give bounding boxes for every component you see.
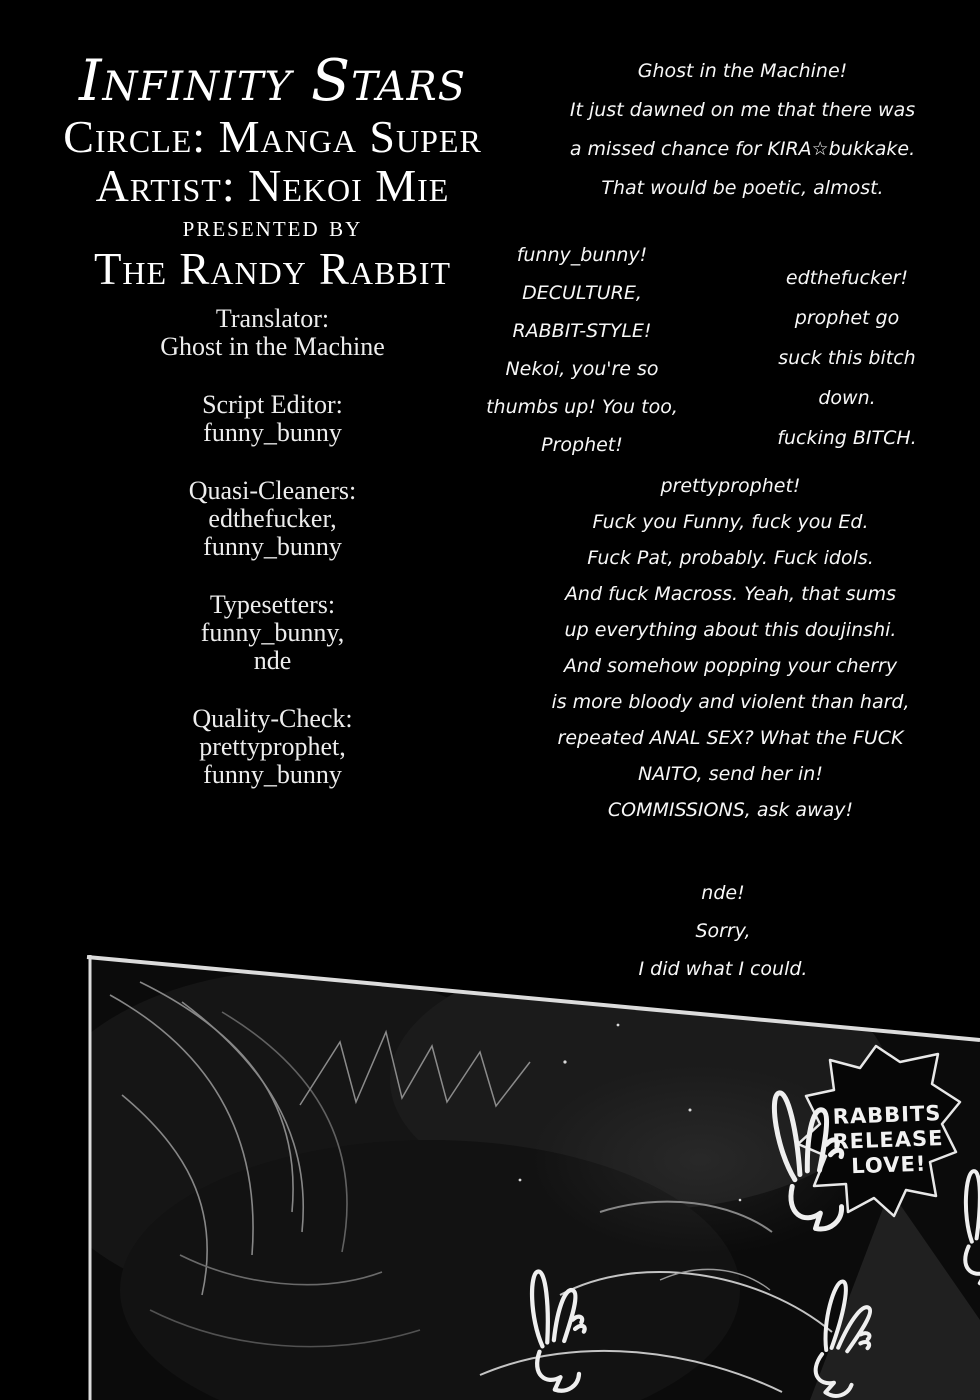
- credit-names: funny_bunny, nde: [200, 618, 345, 675]
- credit-role: Script Editor:: [202, 390, 343, 419]
- comment-ghost-in-the-machine: Ghost in the Machine! It just dawned on me that there was a missed chance for KIRA☆bukkake. That would be poetic, almost.: [569, 60, 916, 199]
- credit-translator: [0, 305, 545, 361]
- credit-names: prettyprophet, funny_bunny: [199, 732, 346, 789]
- credit-role: Quasi-Cleaners:: [188, 476, 357, 505]
- comment-funny-bunny: funny_bunny! DECULTURE, RABBIT-STYLE! Nekoi, you're so thumbs up! You too, Prophet!: [486, 244, 678, 456]
- group-name: The Randy Rabbit: [93, 244, 452, 294]
- comment-edthefucker: edthefucker! prophet go suck this bitch down. fucking BITCH.: [777, 267, 917, 449]
- credit-role: Translator:: [215, 304, 330, 333]
- credit-typesetters: [0, 591, 545, 675]
- credit-role: Quality-Check:: [192, 704, 353, 733]
- artist-line: Artist: Nekoi Mie: [95, 160, 450, 211]
- doujin-title: Infinity Stars: [78, 48, 467, 114]
- credit-quality-check: [0, 705, 545, 789]
- title-block: [0, 50, 545, 294]
- circle-line: Circle: Manga Super: [63, 111, 482, 162]
- credit-names: edthefucker, funny_bunny: [203, 504, 342, 561]
- credits-list: [0, 305, 545, 819]
- credit-script-editor: [0, 391, 545, 447]
- comment-prettyprophet: prettyprophet! Fuck you Funny, fuck you Ed. Fuck Pat, probably. Fuck idols. And fuck Macross. Yeah, that sums up everything about this doujinshi. And somehow popping your cherry is more bloody and violent than hard, repeated ANAL SEX? What the FUCK NAITO, send her in! COMMISSIONS, ask away!: [551, 475, 910, 821]
- credit-role: Typesetters:: [209, 590, 336, 619]
- credit-names: Ghost in the Machine: [160, 332, 385, 361]
- credit-names: funny_bunny: [203, 418, 342, 447]
- comment-nde: nde! Sorry, I did what I could.: [638, 882, 808, 980]
- presented-by-label: presented by: [182, 210, 363, 243]
- speech-bubble-text: RABBITS RELEASE LOVE!: [832, 1101, 944, 1179]
- credit-quasi-cleaners: [0, 477, 545, 561]
